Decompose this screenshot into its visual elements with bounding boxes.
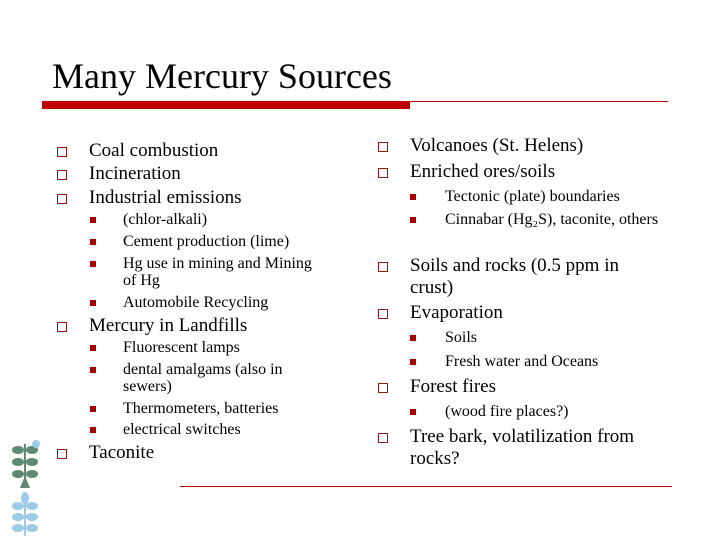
bullet-square-icon bbox=[57, 147, 67, 157]
list-item: Taconite bbox=[89, 442, 155, 463]
list-item: Enriched ores/soils bbox=[410, 161, 556, 182]
slide-title: Many Mercury Sources bbox=[52, 56, 392, 96]
bullet-square-icon bbox=[378, 142, 388, 152]
sub-bullet-icon bbox=[90, 345, 96, 351]
sub-list-item: Fluorescent lamps bbox=[123, 339, 240, 356]
list-item: Volcanoes (St. Helens) bbox=[410, 135, 584, 156]
sub-bullet-icon bbox=[90, 239, 96, 245]
bullet-square-icon bbox=[57, 170, 67, 180]
sub-bullet-icon bbox=[90, 217, 96, 223]
sub-list-item: (chlor-alkali) bbox=[123, 211, 208, 228]
bullet-square-icon bbox=[378, 262, 388, 272]
sub-list-item: Soils bbox=[445, 329, 478, 346]
title-rule bbox=[410, 101, 668, 102]
bullet-square-icon bbox=[57, 322, 67, 332]
sub-bullet-icon bbox=[90, 367, 96, 373]
leaf-decoration-icon bbox=[8, 440, 42, 536]
sub-list-item: Automobile Recycling bbox=[123, 294, 269, 311]
list-item: Industrial emissions bbox=[89, 187, 242, 208]
bullet-square-icon bbox=[378, 168, 388, 178]
sub-list-item: Fresh water and Oceans bbox=[445, 353, 599, 370]
sub-bullet-icon bbox=[410, 194, 416, 200]
list-item: Mercury in Landfills bbox=[89, 315, 248, 336]
sub-bullet-icon bbox=[410, 359, 416, 365]
bullet-square-icon bbox=[378, 433, 388, 443]
sub-list-item: dental amalgams (also in sewers) bbox=[123, 361, 283, 395]
footer-rule bbox=[180, 486, 672, 487]
sub-bullet-icon bbox=[90, 300, 96, 306]
list-item: Coal combustion bbox=[89, 140, 219, 161]
sub-bullet-icon bbox=[90, 406, 96, 412]
sub-bullet-icon bbox=[90, 261, 96, 267]
sub-bullet-icon bbox=[410, 217, 416, 223]
bullet-square-icon bbox=[57, 449, 67, 459]
list-item: Incineration bbox=[89, 163, 181, 184]
sub-list-item: Tectonic (plate) boundaries bbox=[445, 188, 620, 205]
list-item: Tree bark, volatilization from rocks? bbox=[410, 426, 635, 469]
sub-list-item: Hg use in mining and Mining of Hg bbox=[123, 255, 312, 289]
title-accent-bar bbox=[42, 101, 410, 109]
bullet-square-icon bbox=[378, 309, 388, 319]
list-item: Forest fires bbox=[410, 376, 497, 397]
sub-bullet-icon bbox=[410, 409, 416, 415]
bullet-square-icon bbox=[57, 194, 67, 204]
sub-list-item: Thermometers, batteries bbox=[123, 400, 279, 417]
sub-bullet-icon bbox=[90, 427, 96, 433]
sub-list-item: electrical switches bbox=[123, 421, 241, 438]
list-item: Soils and rocks (0.5 ppm in crust) bbox=[410, 255, 619, 298]
sub-list-item: Cement production (lime) bbox=[123, 233, 290, 250]
bullet-square-icon bbox=[378, 383, 388, 393]
sub-bullet-icon bbox=[410, 335, 416, 341]
list-item: Evaporation bbox=[410, 302, 503, 323]
sub-list-item: Cinnabar (Hg₂S), taconite, others bbox=[445, 211, 659, 228]
sub-list-item: (wood fire places?) bbox=[445, 403, 569, 420]
